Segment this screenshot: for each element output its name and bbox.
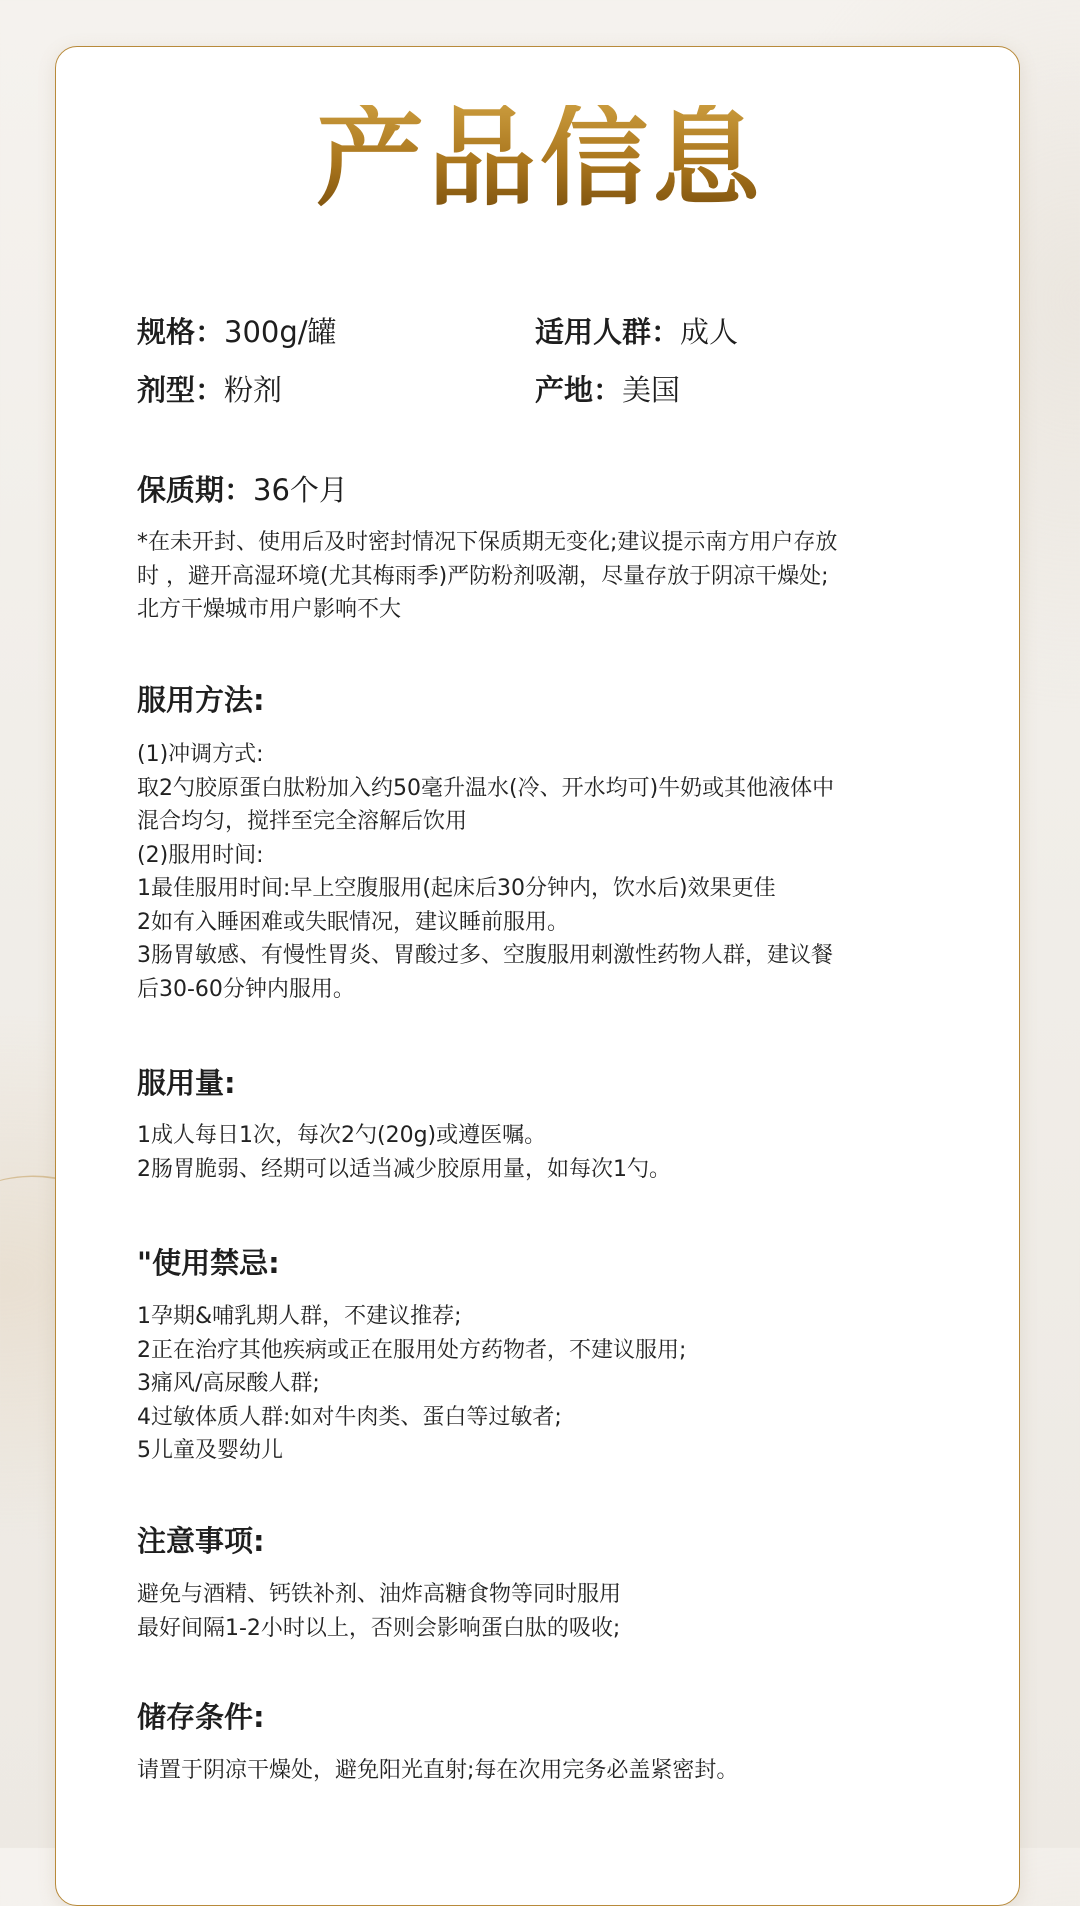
origin-value: 美国 — [622, 373, 681, 407]
shelf-life-note — [137, 526, 937, 627]
text-line: 混合均匀，搅拌至完全溶解后饮用 — [137, 809, 468, 834]
text-line: 2如有入睡困难或失眠情况，建议睡前服用。 — [137, 909, 569, 935]
origin-label: 产地： — [535, 373, 623, 407]
shelf-life-heading — [137, 470, 348, 510]
form-label: 剂型： — [137, 373, 225, 407]
text-line: 请置于阴凉干燥处，避免阳光直射;每在次用完务必盖紧密封。 — [137, 1758, 739, 1783]
audience-row — [535, 312, 738, 352]
shelf-life-label: 保质期： — [137, 473, 254, 507]
audience-value: 成人 — [680, 315, 739, 349]
text-line: 3痛风/高尿酸人群; — [137, 1371, 320, 1396]
text-line: 最好间隔1-2小时以上，否则会影响蛋白肽的吸收; — [137, 1615, 621, 1641]
storage-heading: 储存条件: — [137, 1700, 265, 1734]
spec-row — [137, 312, 337, 352]
text-line: 5儿童及婴幼儿 — [137, 1438, 283, 1463]
text-line: *在未开封、使用后及时密封情况下保质期无变化;建议提示南方用户存放 — [137, 530, 838, 555]
dosage-heading: 服用量: — [137, 1066, 236, 1100]
text-line: 时 ，避开高湿环境(尤其梅雨季)严防粉剂吸潮，尽量存放于阴凉干燥处; — [137, 563, 829, 589]
text-line: 4过敏体质人群:如对牛肉类、蛋白等过敏者; — [137, 1404, 562, 1430]
text-line: 3肠胃敏感、有慢性胃炎、胃酸过多、空腹服用刺激性药物人群，建议餐 — [137, 943, 833, 968]
precautions-heading: 注意事项: — [137, 1524, 265, 1558]
form-row — [137, 370, 282, 410]
usage-heading: 服用方法: — [137, 683, 265, 717]
text-line: 2肠胃脆弱、经期可以适当减少胶原用量，如每次1勺。 — [137, 1156, 671, 1182]
audience-label: 适用人群： — [535, 315, 681, 349]
text-line: 取2勺胶原蛋白肽粉加入约50毫升温水(冷、开水均可)牛奶或其他液体中 — [137, 775, 835, 801]
text-line: 避免与酒精、钙铁补剂、油炸高糖食物等同时服用 — [137, 1582, 622, 1607]
shelf-life-value: 36个月 — [253, 473, 348, 507]
spec-label: 规格： — [137, 315, 225, 349]
origin-row — [535, 370, 680, 410]
dosage-text — [137, 1119, 937, 1186]
page-title: 产品信息 — [0, 105, 1080, 213]
precautions-text — [137, 1578, 937, 1645]
text-line: 2正在治疗其他疾病或正在服用处方药物者，不建议服用; — [137, 1337, 687, 1363]
text-line: 北方干燥城市用户影响不大 — [137, 597, 402, 622]
text-line: 1孕期&哺乳期人群，不建议推荐; — [137, 1304, 462, 1329]
text-line: (2)服用时间: — [137, 842, 264, 868]
text-line: 1最佳服用时间:早上空腹服用(起床后30分钟内，饮水后)效果更佳 — [137, 876, 776, 901]
contraindications-heading: "使用禁忌: — [137, 1246, 280, 1280]
text-line: (1)冲调方式: — [137, 742, 264, 767]
storage-text — [137, 1754, 937, 1788]
text-line: 1成人每日1次，每次2勺(20g)或遵医嘱。 — [137, 1123, 547, 1148]
spec-value: 300g/罐 — [224, 315, 337, 349]
usage-text — [137, 738, 937, 1006]
contraindications-text — [137, 1300, 937, 1468]
form-value: 粉剂 — [224, 373, 283, 407]
text-line: 后30-60分钟内服用。 — [137, 976, 355, 1002]
